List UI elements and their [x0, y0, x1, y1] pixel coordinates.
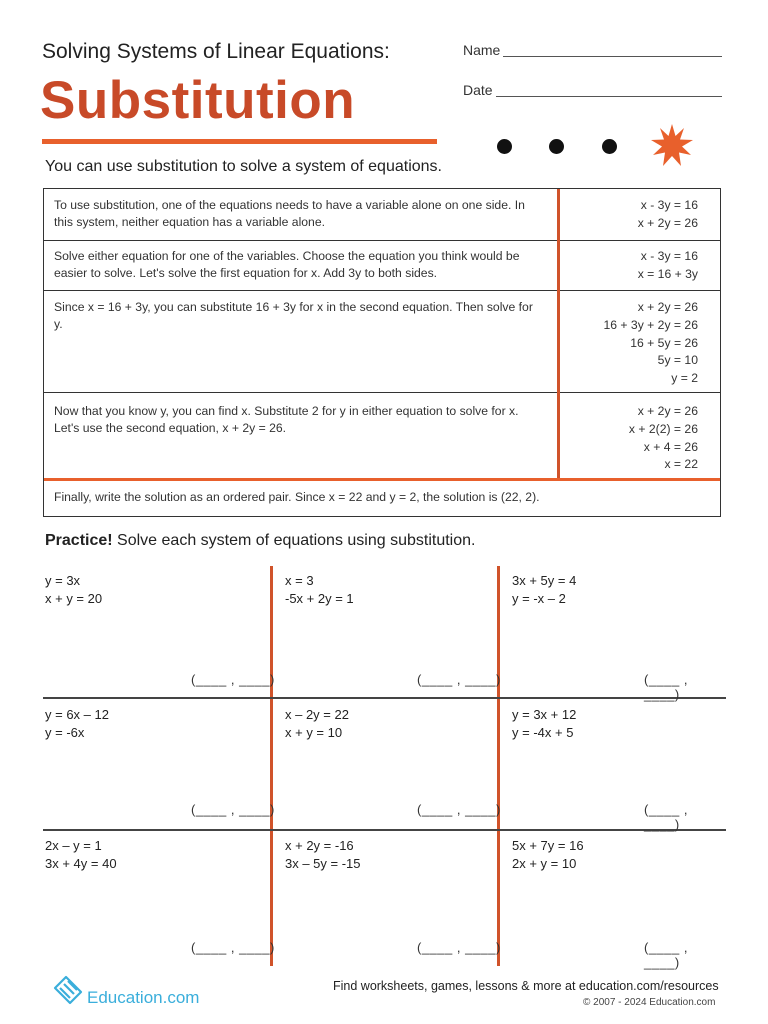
- date-field[interactable]: [496, 96, 722, 97]
- step-description: Solve either equation for one of the variables. Choose the equation you think would be easier to solve. Let's solve the first equation for x. Add 3y to both sides.: [54, 249, 520, 280]
- final-step: Finally, write the solution as an ordered pair. Since x = 22 and y = 2, the solution is (22, 2).: [54, 490, 540, 504]
- equation: x - 3y = 16: [640, 198, 698, 212]
- practice-problem: [512, 837, 584, 873]
- education-logo-text[interactable]: Education.com: [87, 988, 200, 1007]
- equation: 2x – y = 1: [45, 838, 102, 853]
- equation: y = -x – 2: [512, 591, 566, 606]
- grid-divider: [43, 829, 726, 831]
- equation: x – 2y = 22: [285, 707, 349, 722]
- decorative-dot: [497, 139, 512, 154]
- equation: 5y = 10: [657, 353, 698, 368]
- equation: x + 2y = 26: [637, 300, 698, 314]
- answer-blank[interactable]: (____ , ____): [191, 940, 275, 955]
- practice-problem: [45, 572, 102, 608]
- equation: y = 6x – 12: [45, 707, 109, 722]
- answer-blank[interactable]: (____ , ____): [417, 940, 501, 955]
- date-label: Date: [463, 82, 493, 98]
- answer-blank[interactable]: (____ , ____): [417, 672, 501, 687]
- equation: x + y = 20: [45, 591, 103, 606]
- equation: y = 3x + 12: [512, 707, 577, 722]
- row-divider: [44, 478, 720, 481]
- practice-label: Practice!: [45, 532, 113, 549]
- equation: -5x + 2y = 1: [285, 591, 354, 606]
- practice-problem: [45, 837, 117, 873]
- equation: x + 2y = -16: [285, 838, 354, 853]
- practice-problem: [45, 706, 109, 742]
- equation: x + 2y = 26: [637, 215, 698, 230]
- step-equations: [558, 403, 698, 474]
- answer-blank[interactable]: (____ , ____): [644, 672, 688, 702]
- worksheet-title: Substitution: [40, 71, 356, 130]
- equation: 3x + 5y = 4: [512, 573, 577, 588]
- equation: 16 + 5y = 26: [630, 335, 698, 350]
- practice-problem: [285, 572, 354, 608]
- answer-blank[interactable]: (____ , ____): [191, 672, 275, 687]
- equation: 2x + y = 10: [512, 856, 577, 871]
- footer-tagline[interactable]: Find worksheets, games, lessons & more at education.com/resources: [333, 979, 719, 993]
- education-logo-icon: [52, 974, 84, 1006]
- answer-blank[interactable]: (____ , ____): [644, 940, 688, 970]
- step-equations: [558, 248, 698, 284]
- equation: x + y = 10: [285, 725, 343, 740]
- equation: 3x – 5y = -15: [285, 856, 361, 871]
- grid-divider: [43, 697, 726, 699]
- equation: y = -6x: [45, 725, 85, 740]
- equation: x + 4 = 26: [643, 439, 698, 454]
- equation: 3x + 4y = 40: [45, 856, 117, 871]
- equation: x = 16 + 3y: [637, 266, 698, 281]
- equation: 5x + 7y = 16: [512, 838, 584, 853]
- grid-divider: [270, 566, 273, 966]
- title-underline: [42, 139, 437, 144]
- practice-heading: [45, 532, 475, 550]
- intro-text: You can use substitution to solve a system of equations.: [45, 158, 442, 175]
- step-row: [44, 241, 720, 291]
- practice-problem: [285, 706, 349, 742]
- decorative-dot: [602, 139, 617, 154]
- step-description: Now that you know y, you can find x. Substitute 2 for y in either equation to solve for x. Let's use the second equation, x + 2y = 26.: [54, 404, 519, 435]
- practice-grid: [43, 566, 726, 970]
- equation: x - 3y = 16: [640, 249, 698, 263]
- footer-copyright: © 2007 - 2024 Education.com: [583, 997, 716, 1008]
- step-row: [44, 393, 720, 479]
- decorative-dot: [549, 139, 564, 154]
- practice-problem: [285, 837, 361, 873]
- practice-problem: [512, 572, 576, 608]
- grid-divider: [497, 566, 500, 966]
- equation: x = 3: [285, 573, 314, 588]
- answer-blank[interactable]: (____ , ____): [417, 802, 501, 817]
- name-field[interactable]: [503, 56, 722, 57]
- equation: x = 22: [664, 457, 698, 472]
- column-divider: [557, 189, 560, 479]
- step-row: [44, 291, 720, 393]
- step-row: [44, 189, 720, 241]
- step-description: Since x = 16 + 3y, you can substitute 16 + 3y for x in the second equation. Then solve for y.: [54, 300, 533, 331]
- worked-example-table: [43, 188, 721, 517]
- equation: 16 + 3y + 2y = 26: [603, 317, 698, 332]
- equation: y = 2: [671, 371, 698, 386]
- starburst-icon: [651, 124, 693, 166]
- practice-problem: [512, 706, 576, 742]
- equation: y = -4x + 5: [512, 725, 574, 740]
- name-label: Name: [463, 42, 501, 58]
- worksheet-subtitle: Solving Systems of Linear Equations:: [42, 40, 390, 63]
- equation: x + 2y = 26: [637, 404, 698, 418]
- step-description: To use substitution, one of the equations needs to have a variable alone on one side. In this system, neither equation has a variable alone.: [54, 198, 525, 229]
- practice-instruction: Solve each system of equations using substitution.: [117, 532, 476, 549]
- equation: x + 2(2) = 26: [628, 421, 698, 436]
- step-equations: [558, 299, 698, 388]
- answer-blank[interactable]: (____ , ____): [191, 802, 275, 817]
- answer-blank[interactable]: (____ , ____): [644, 802, 688, 832]
- equation: y = 3x: [45, 573, 81, 588]
- step-equations: [558, 197, 698, 233]
